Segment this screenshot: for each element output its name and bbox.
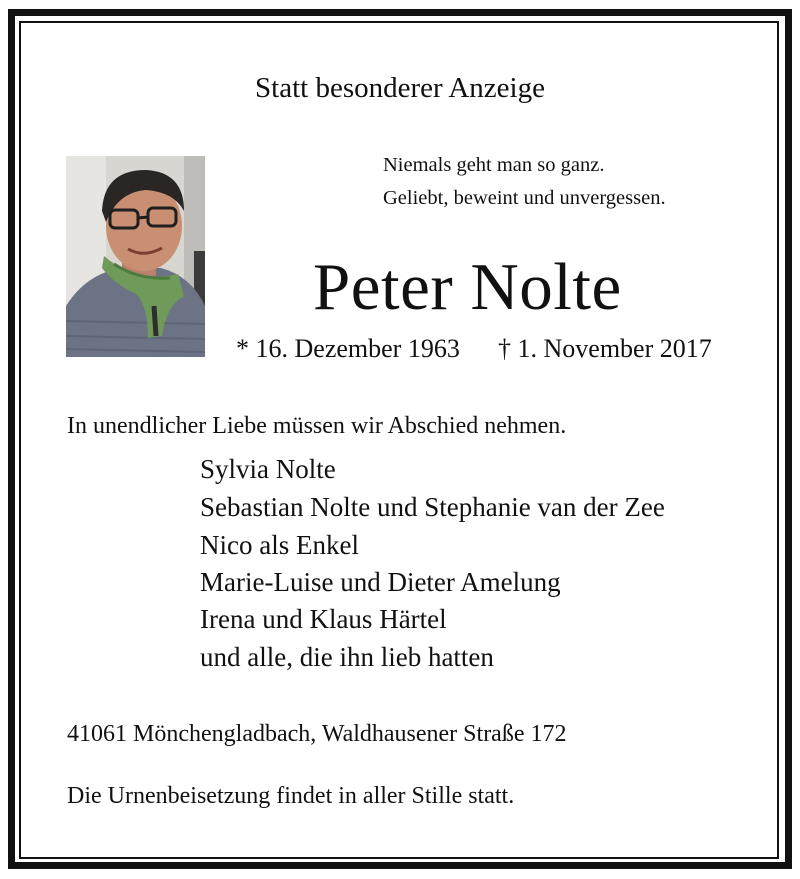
- mourner-line: Irena und Klaus Härtel: [200, 604, 447, 634]
- death-date: † 1. November 2017: [498, 334, 712, 363]
- address-line: 41061 Mönchengladbach, Waldhausener Straße 172: [67, 721, 567, 747]
- mourner-line: und alle, die ihn lieb hatten: [200, 642, 494, 672]
- birth-date: * 16. Dezember 1963: [236, 334, 460, 363]
- motto-line-2: Geliebt, beweint und unvergessen.: [383, 187, 666, 209]
- mourner-line: Nico als Enkel: [200, 530, 359, 560]
- mourner-line: Sylvia Nolte: [200, 454, 336, 484]
- portrait-photo: [66, 156, 205, 357]
- motto-line-1: Niemals geht man so ganz.: [383, 154, 605, 176]
- header-text: Statt besonderer Anzeige: [255, 72, 545, 104]
- farewell-sentence: In unendlicher Liebe müssen wir Abschied nehmen.: [67, 413, 567, 439]
- mourner-line: Marie-Luise und Dieter Amelung: [200, 567, 561, 597]
- mourner-line: Sebastian Nolte und Stephanie van der Zee: [200, 492, 665, 522]
- burial-notice: Die Urnenbeisetzung findet in aller Stille statt.: [67, 783, 515, 809]
- deceased-name: Peter Nolte: [313, 250, 622, 324]
